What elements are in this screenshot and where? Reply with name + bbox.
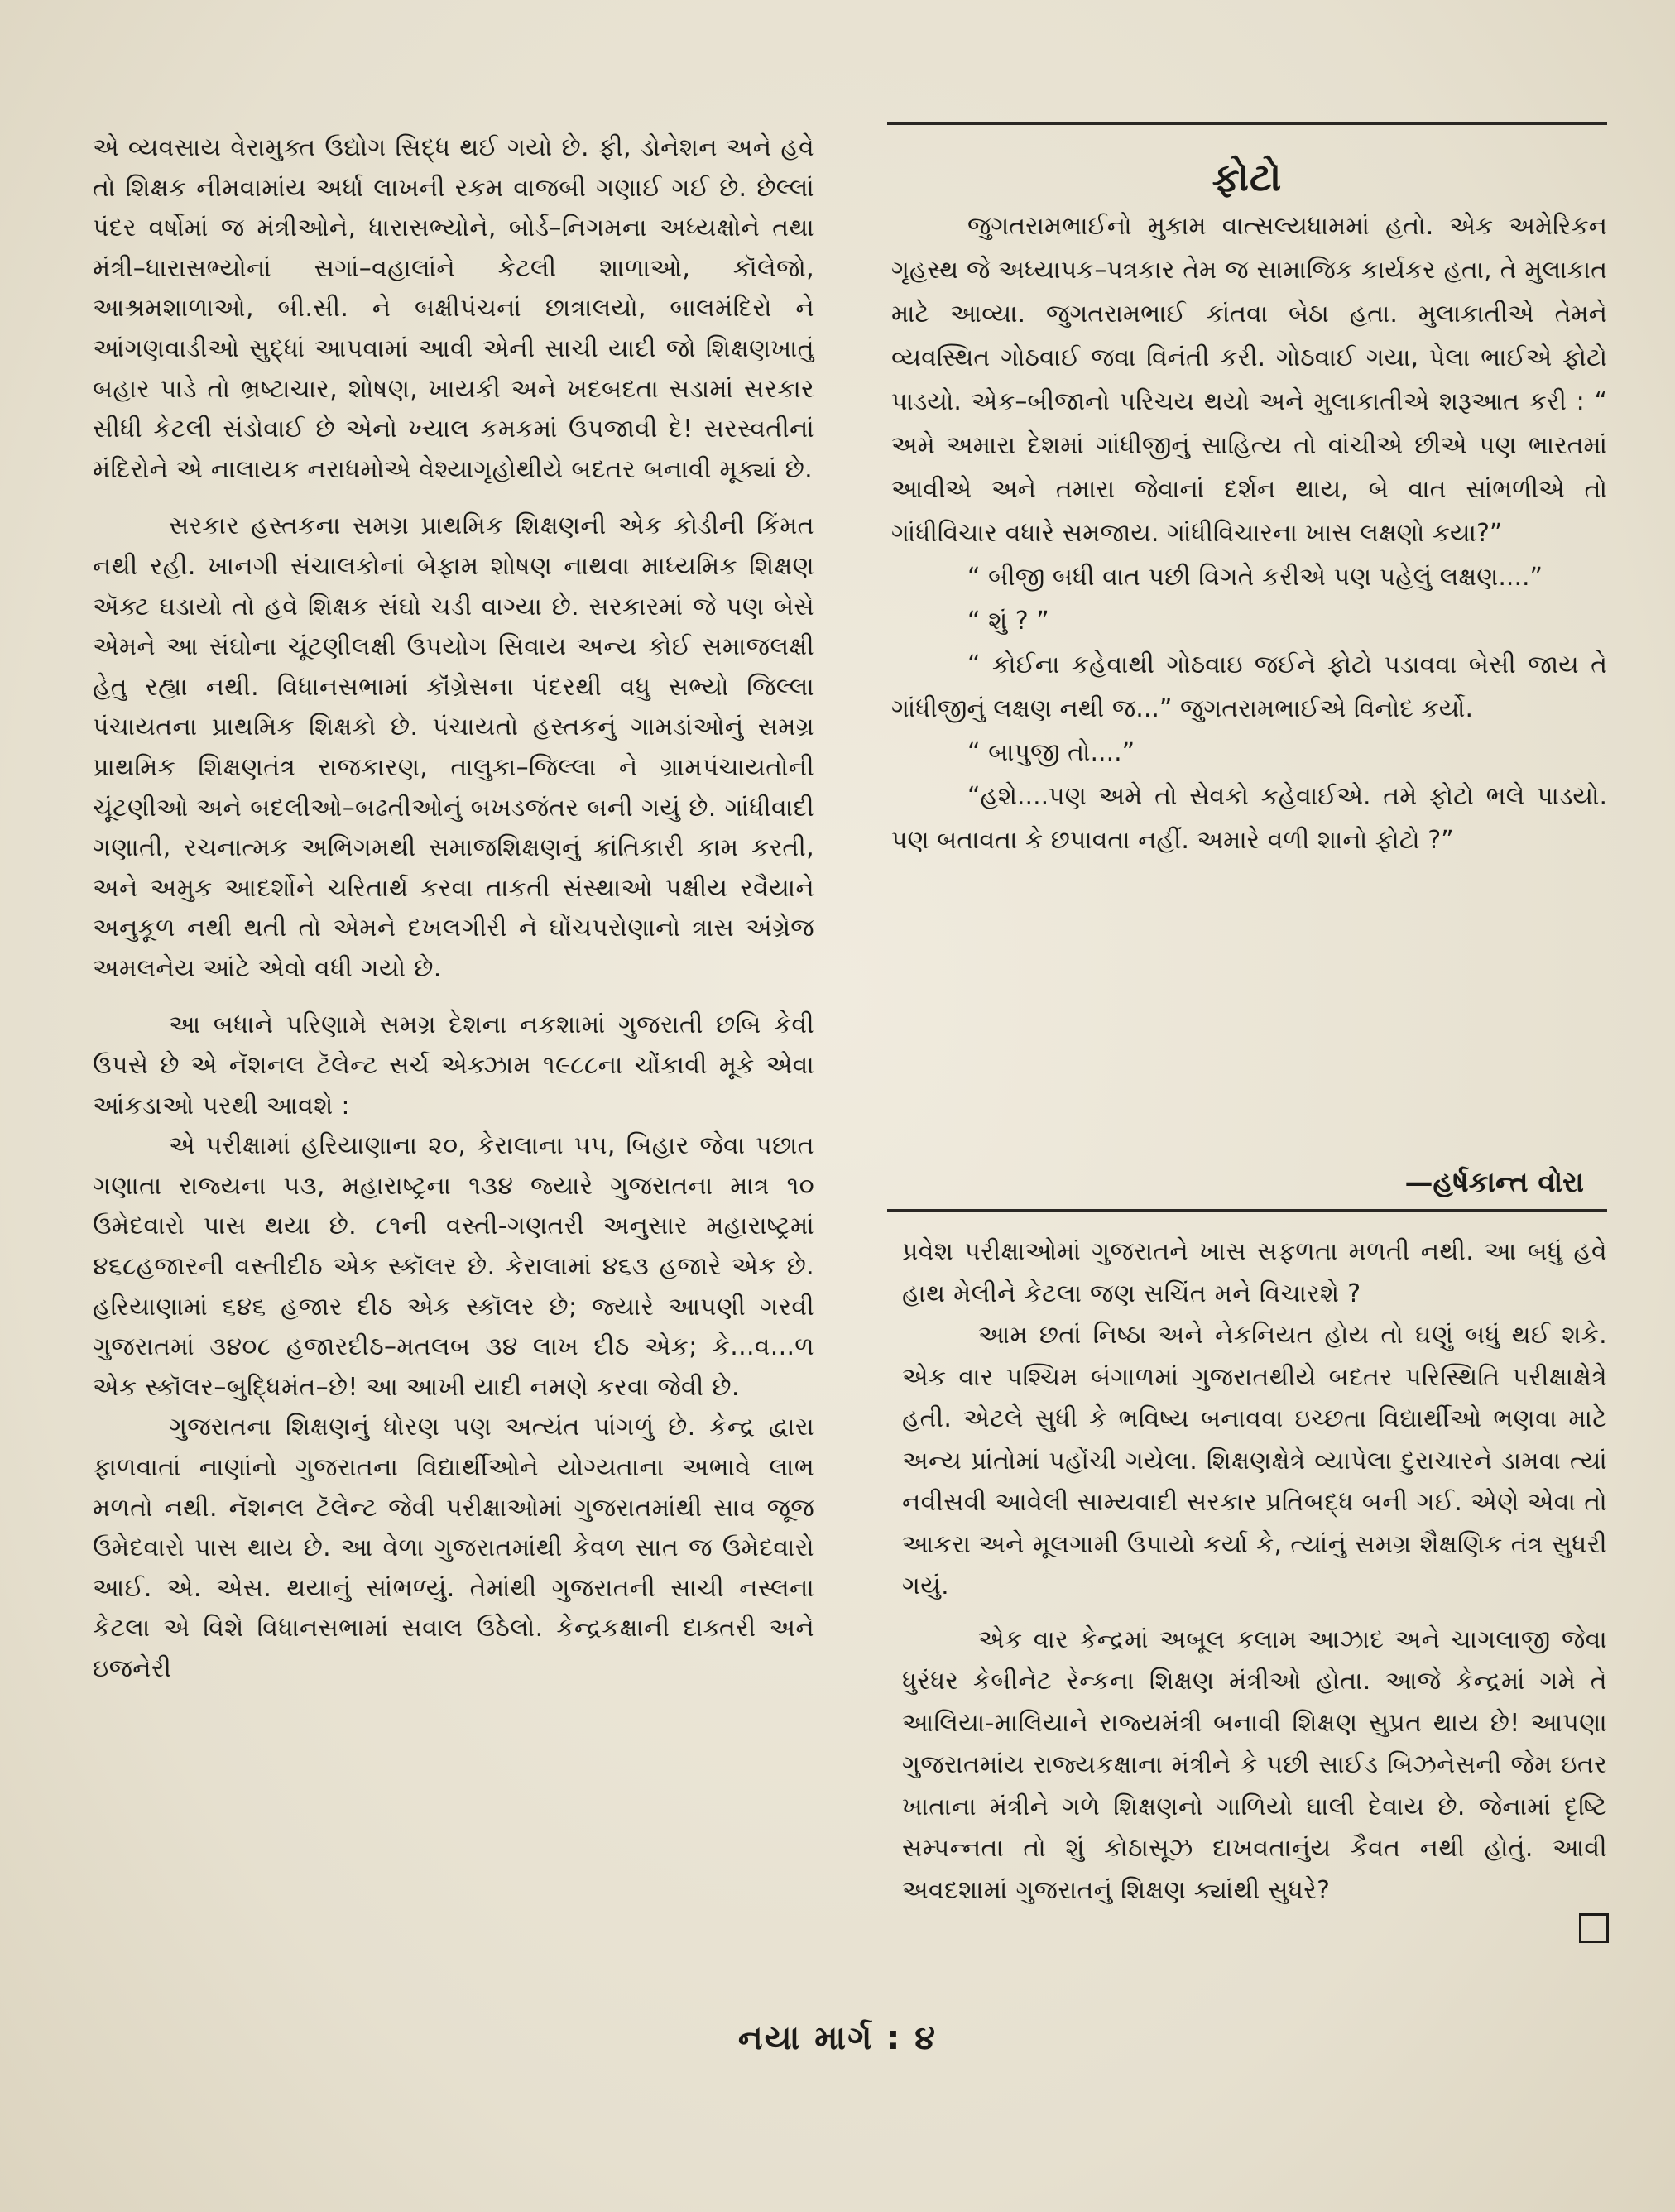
paragraph: આમ છતાં નિષ્ઠા અને નેકનિયત હોય તો ઘણું બધું થઈ શકે. એક વાર પશ્ચિમ બંગાળમાં ગુજરાતથીયે બદતર પરિસ્થિતિ પરીક્ષાક્ષેત્રે હતી. એટલે સુધી કે ભવિષ્ય બનાવવા ઇચ્છતા વિદ્યાર્થીઓ ભણવા માટે અન્ય પ્રાંતોમાં પહોંચી ગયેલા. શિક્ષણક્ષેત્રે વ્યાપેલા દુરાચારને ડામવા ત્યાં નવીસવી આવેલી સામ્યવાદી સરકાર પ્રતિબદ્ધ બની ગઈ. એણે એવા તો આકરા અને મૂલગામી ઉપાયો કર્યા કે, ત્યાંનું સમગ્ર શૈક્ષણિક તંત્ર સુધરી ગયું. xyxy=(902,1321,1607,1600)
box-text xyxy=(891,204,1607,862)
left-column xyxy=(93,128,814,1690)
paragraph: એક વાર કેન્દ્રમાં અબૂલ કલામ આઝાદ અને ચાગલાજી જેવા ધુરંધર કેબીનેટ રેન્કના શિક્ષણ મંત્રીઓ હોતા. આજે કેન્દ્રમાં ગમે તે આલિયા-માલિયાને રાજ્યમંત્રી બનાવી શિક્ષણ સુપ્રત થાય છે! આપણા ગુજરાતમાંય રાજ્યકક્ષાના મંત્રીને કે પછી સાઈડ બિઝનેસની જેમ ઇતર ખાતાના મંત્રીને ગળે શિક્ષણનો ગાળિયો ઘાલી દેવાય છે. જેનામાં દૃષ્ટિ સમ્પન્નતા તો શું કોઠાસૂઝ દાખવતાનુંય કૈવત નથી હોતું. આવી અવદશામાં ગુજરાતનું શિક્ષણ ક્યાંથી સુધરે? xyxy=(902,1624,1607,1905)
divider xyxy=(887,1209,1607,1212)
paragraph: ગુજરાતના શિક્ષણનું ધોરણ પણ અત્યંત પાંગળું છે. કેન્દ્ર દ્વારા ફાળવાતાં નાણાંનો ગુજરાતના વિદ્યાર્થીઓને યોગ્યતાના અભાવે લાભ મળતો નથી. નૅશનલ ટૅલેન્ટ જેવી પરીક્ષાઓમાં ગુજરાતમાંથી સાવ જૂજ ઉમેદવારો પાસ થાય છે. આ વેળા ગુજરાતમાંથી કેવળ સાત જ ઉમેદવારો આઈ. એ. એસ. થયાનું સાંભળ્યું. તેમાંથી ગુજરાતની સાચી નસ્લના કેટલા એ વિશે વિધાનસભામાં સવાલ ઉઠેલો. કેન્દ્રકક્ષાની દાક્તરી અને ઇજનેરી xyxy=(93,1413,814,1683)
paragraph: “ કોઈના કહેવાથી ગોઠવાઇ જઈને ફોટો પડાવવા બેસી જાય તે ગાંધીજીનું લક્ષણ નથી જ...” જુગતરામભાઈએ વિનોદ કર્યો. xyxy=(891,650,1607,723)
author-signature: —હર્ષકાન્ત વોરા xyxy=(1404,1166,1584,1199)
right-column xyxy=(902,1231,1607,1912)
paragraph: “ શું ? ” xyxy=(967,607,1049,636)
paragraph: આ બધાને પરિણામે સમગ્ર દેશના નકશામાં ગુજરાતી છબિ કેવી ઉપસે છે એ નૅશનલ ટૅલેન્ટ સર્ચ એક્ઝામ ૧૯૮૮ના ચોંકાવી મૂકે એવા આંકડાઓ પરથી આવશે : xyxy=(93,1010,814,1120)
paragraph: “હશે....પણ અમે તો સેવકો કહેવાઈએ. તમે ફોટો ભલે પાડયો. પણ બતાવતા કે છપાવતા નહીં. અમારે વળી શાનો ફોટો ?” xyxy=(891,782,1607,855)
end-mark-square-icon xyxy=(1579,1913,1609,1943)
paragraph: જુગતરામભાઈનો મુકામ વાત્સલ્યધામમાં હતો. એક અમેરિકન ગૃહસ્થ જે અધ્યાપક–પત્રકાર તેમ જ સામાજિક કાર્યકર હતા, તે મુલાકાત માટે આવ્યા. જુગતરામભાઈ કાંતવા બેઠા હતા. મુલાકાતીએ તેમને વ્યવસ્થિત ગોઠવાઈ જવા વિનંતી કરી. ગોઠવાઈ ગયા, પેલા ભાઈએ ફોટો પાડયો. એક–બીજાનો પરિચય થયો અને મુલાકાતીએ શરૂઆત કરી : “ અમે અમારા દેશમાં ગાંધીજીનું સાહિત્ય તો વાંચીએ છીએ પણ ભારતમાં આવીએ અને તમારા જેવાનાં દર્શન થાય, બે વાત સાંભળીએ તો ગાંધીવિચાર વધારે સમજાય. ગાંધીવિચારના ખાસ લક્ષણો કયા?” xyxy=(891,212,1607,548)
paragraph: “ બીજી બધી વાત પછી વિગતે કરીએ પણ પહેલું લક્ષણ....” xyxy=(967,563,1543,592)
page-footer: નયા માર્ગ : ૪ xyxy=(737,2019,938,2057)
paragraph: “ બાપુજી તો....” xyxy=(967,738,1135,767)
paragraph: પ્રવેશ પરીક્ષાઓમાં ગુજરાતને ખાસ સફળતા મળતી નથી. આ બધું હવે હાથ મેલીને કેટલા જણ સચિંત મને વિચારશે ? xyxy=(902,1237,1607,1308)
paragraph: એ પરીક્ષામાં હરિયાણાના ૨૦, કેરાલાના ૫૫, બિહાર જેવા પછાત ગણાતા રાજ્યના ૫૩, મહારાષ્ટ્રના ૧૩૪ જ્યારે ગુજરાતના માત્ર ૧૦ ઉમેદવારો પાસ થયા છે. ૮૧ની વસ્તી-ગણતરી અનુસાર મહારાષ્ટ્રમાં ૪૬૮હજારની વસ્તીદીઠ એક સ્કૉલર છે. કેરાલામાં ૪૬૩ હજારે એક છે. હરિયાણામાં ૬૪૬ હજાર દીઠ એક સ્કૉલર છે; જ્યારે આપણી ગરવી ગુજરાતમાં ૩૪૦૮ હજારદીઠ–મતલબ ૩૪ લાખ દીઠ એક; કે...વ...ળ એક સ્કૉલર–બુદ્ધિમંત–છે! આ આખી યાદી નમણે કરવા જેવી છે. xyxy=(93,1131,814,1402)
box-title: ફોટો xyxy=(1212,155,1283,199)
paragraph: એ વ્યવસાય વેરામુક્ત ઉદ્યોગ સિદ્ધ થઈ ગયો છે. ફી, ડોનેશન અને હવે તો શિક્ષક નીમવામાંય અર્ધા લાખની રકમ વાજબી ગણાઈ ગઈ છે. છેલ્લાં પંદર વર્ષોમાં જ મંત્રીઓને, ધારાસભ્યોને, બોર્ડ–નિગમના અધ્યક્ષોને તથા મંત્રી–ધારાસભ્યોનાં સગાં–વહાલાંને કેટલી શાળાઓ, કૉલેજો, આશ્રમશાળાઓ, બી.સી. ને બક્ષીપંચનાં છાત્રાલયો, બાલમંદિરો ને આંગણવાડીઓ સુદ્ધાં આપવામાં આવી એની સાચી યાદી જો શિક્ષણખાતું બહાર પાડે તો ભ્રષ્ટાચાર, શોષણ, ખાયકી અને ખદબદતા સડામાં સરકાર સીધી કેટલી સંડોવાઈ છે એનો ખ્યાલ કમકમાં ઉપજાવી દે! સરસ્વતીનાં મંદિરોને એ નાલાયક નરાધમોએ વેશ્યાગૃહોથીયે બદતર બનાવી મૂક્યાં છે. xyxy=(93,133,814,484)
photo-story-box xyxy=(887,122,1607,1213)
paragraph: સરકાર હસ્તકના સમગ્ર પ્રાથમિક શિક્ષણની એક કોડીની કિંમત નથી રહી. ખાનગી સંચાલકોનાં બેફામ શોષણ નાથવા માધ્યમિક શિક્ષણ ઍક્ટ ઘડાયો તો હવે શિક્ષક સંઘો ચડી વાગ્યા છે. સરકારમાં જે પણ બેસે એમને આ સંઘોના ચૂંટણીલક્ષી ઉપયોગ સિવાય અન્ય કોઈ સમાજલક્ષી હેતુ રહ્યા નથી. વિધાનસભામાં કૉંગ્રેસના પંદરથી વધુ સભ્યો જિલ્લા પંચાયતના પ્રાથમિક શિક્ષકો છે. પંચાયતો હસ્તકનું ગામડાંઓનું સમગ્ર પ્રાથમિક શિક્ષણતંત્ર રાજકારણ, તાલુકા–જિલ્લા ને ગ્રામપંચાયતોની ચૂંટણીઓ અને બદલીઓ–બઢતીઓનું બખડજંતર બની ગયું છે. ગાંધીવાદી ગણાતી, રચનાત્મક અભિગમથી સમાજશિક્ષણનું ક્રાંતિકારી કામ કરતી, અને અમુક આદર્શોને ચરિતાર્થ કરવા તાકતી સંસ્થાઓ પક્ષીય રવૈયાને અનુકૂળ નથી થતી તો એમને દખલગીરી ને ઘોંચપરોણાનો ત્રાસ અંગ્રેજ અમલનેય આંટે એવો વધી ગયો છે. xyxy=(93,511,814,983)
